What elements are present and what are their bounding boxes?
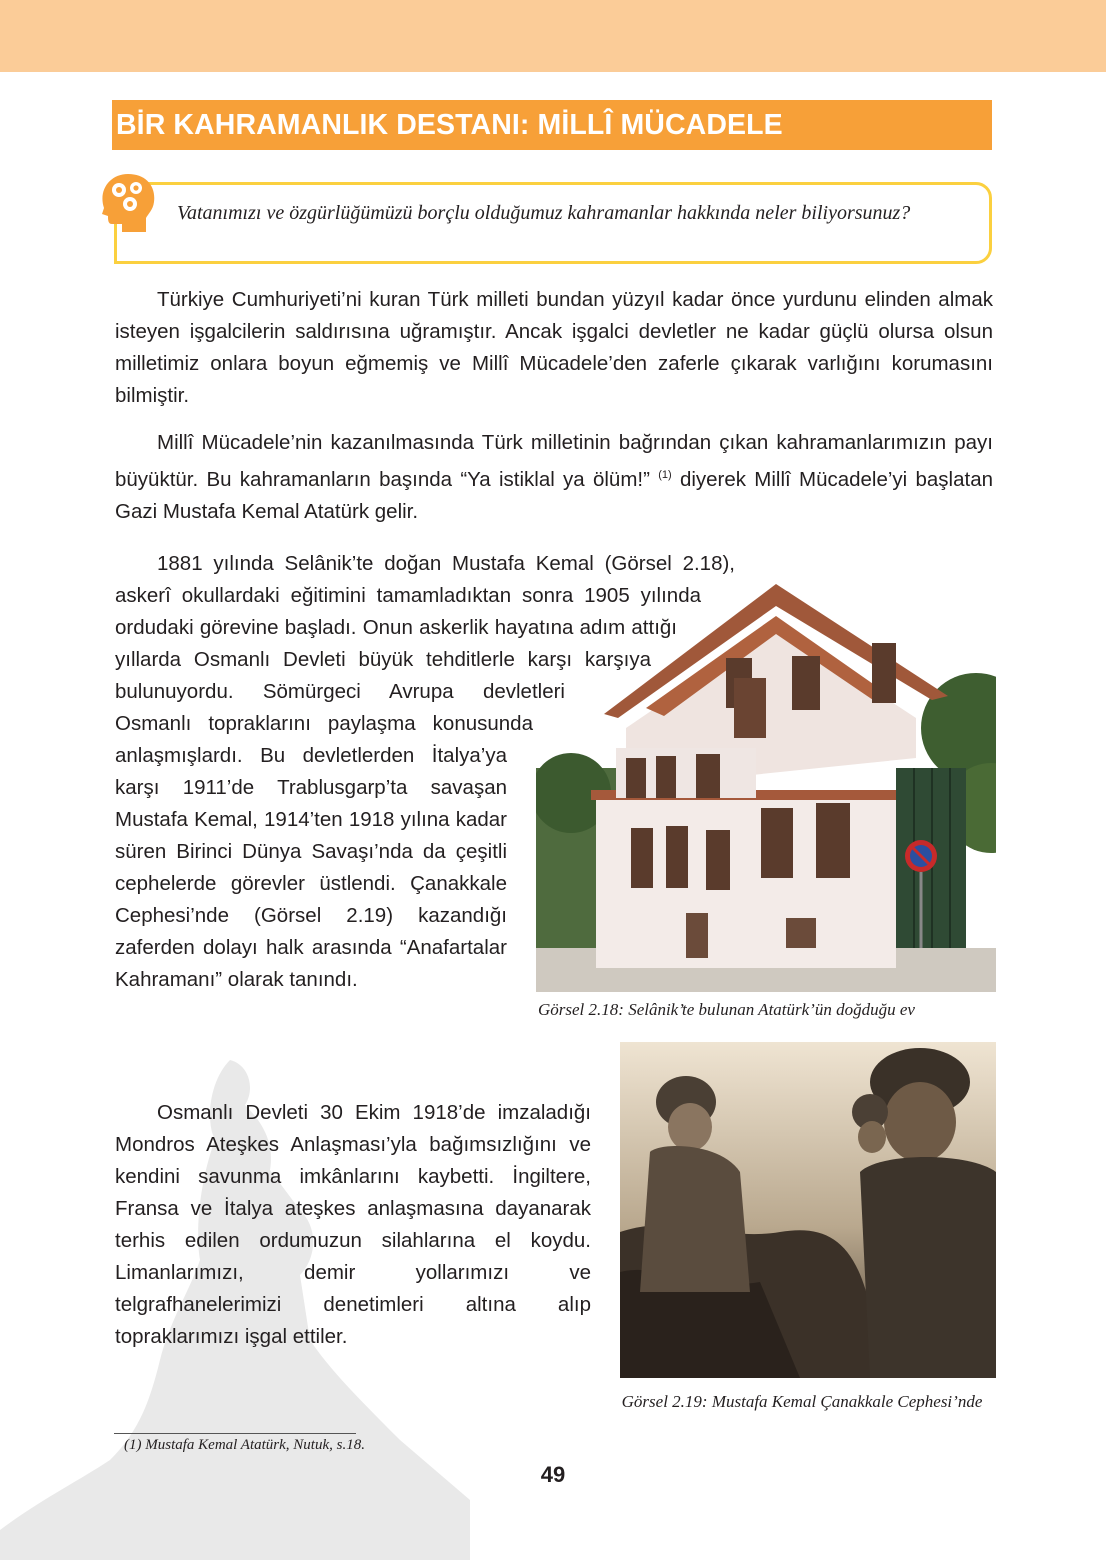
paragraph-2	[115, 427, 993, 528]
footnote-divider	[114, 1433, 356, 1434]
section-title: BİR KAHRAMANLIK DESTANI: MİLLÎ MÜCADELE	[116, 109, 783, 141]
paragraph-1: Türkiye Cumhuriyeti’ni kuran Türk milleti bundan yüzyıl kadar önce yurdunu elinden almak isteyen işgalcilerin saldırısına uğramıştır. Ancak işgalci devletler ne kadar güçlü olursa olsun milletimiz onlara boyun eğmemiş ve Millî Mücadele’den zaferle çıkarak varlığını korumasını bilmiştir.	[115, 288, 993, 407]
footnote-marker: (1)	[658, 469, 672, 481]
top-color-band	[0, 0, 1106, 72]
question-text: Vatanımızı ve özgürlüğümüzü borçlu olduğumuz kahramanlar hakkında neler biliyorsunuz?	[177, 202, 911, 224]
paragraph-2-part-b: diyerek Millî Mücadele’yi başlatan Gazi Mustafa Kemal Atatürk gelir.	[115, 468, 994, 523]
section-title-bar	[112, 100, 992, 150]
thinking-head-icon	[96, 170, 158, 236]
figure-2-19-caption: Görsel 2.19: Mustafa Kemal Çanakkale Cephesi’nde	[621, 1392, 983, 1411]
page-number: 49	[540, 1462, 566, 1487]
paragraph-3	[115, 548, 995, 1188]
paragraph-4: Osmanlı Devleti 30 Ekim 1918’de imzaladığı Mondros Ateşkes Anlaşması’yla bağımsızlığını ve kendini savunma imkânlarını kaybetti. İngiltere, Fransa ve İtalya ateşkes anlaşmasına dayanarak terhis edilen ordumuzun silahlarına el koydu. Limanlarımızı, demir yollarımızı ve telgrafhanelerimizi denetimleri altına alıp topraklarımızı işgal ettiler.	[115, 1101, 591, 1348]
figure-2-18-caption: Görsel 2.18: Selânik’te bulunan Atatürk’ün doğduğu ev	[538, 1000, 915, 1019]
footnote: (1) Mustafa Kemal Atatürk, Nutuk, s.18.	[124, 1437, 365, 1453]
paragraph-2-part-a: Millî Mücadele’nin kazanılmasında Türk milletinin bağrından çıkan kahramanlarımızın payı büyüktür. Bu kahramanların başında “Ya istiklal ya ölüm!”	[115, 431, 993, 491]
paragraph-3-text: 1881 yılında Selânik’te doğan Mustafa Kemal (Görsel 2.18), askerî okullardaki eğitimini tamamladıktan sonra 1905 yılında ordudaki görevine başladı. Onun askerlik hayatına adım attığı yıllarda Osmanlı Devleti büyük tehditlerle karşı karşıya bulunuyordu. Sömürgeci Avrupa devletleri Osmanlı topraklarını paylaşma konusunda anlaşmışlardı. Bu devletlerden İtalya’ya karşı 1911’de Trablusgarp’ta savaşan Mustafa Kemal, 1914’ten 1918 yılına kadar süren Birinci Dünya Savaşı’nda da çeşitli cephelerde görevler üstlendi. Çanakkale Cephesi’nde (Görsel 2.19) kazandığı zaferden dolayı halk arasında “Anafartalar Kahramanı” olarak tanındı.	[115, 552, 735, 991]
question-box	[114, 182, 992, 264]
